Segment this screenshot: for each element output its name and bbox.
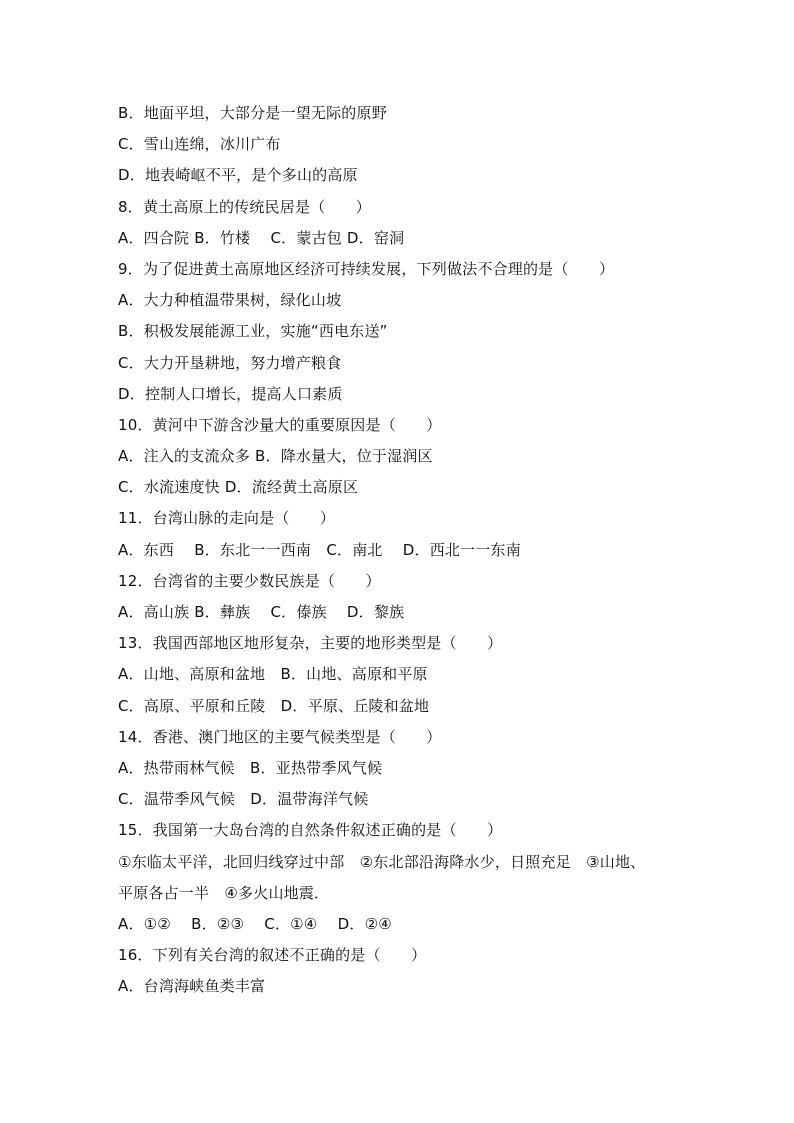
question-line: 14．香港、澳门地区的主要气候类型是（ ） — [118, 727, 442, 746]
option-line: D．地表崎岖不平，是个多山的高原 — [118, 166, 358, 185]
option-line: A．①② B．②③ C．①④ D．②④ — [118, 914, 392, 933]
option-line: C．高原、平原和丘陵 D．平原、丘陵和盆地 — [118, 696, 430, 715]
option-line: A．山地、高原和盆地 B．山地、高原和平原 — [118, 665, 428, 684]
option-line: A．热带雨林气候 B．亚热带季风气候 — [118, 758, 383, 777]
option-line: A．大力种植温带果树，绿化山坡 — [118, 291, 342, 310]
option-line: A．东西 B．东北一一西南 C．南北 D．西北一一东南 — [118, 540, 521, 559]
question-line: 11．台湾山脉的走向是（ ） — [118, 509, 336, 528]
statement-line: ①东临太平洋，北回归线穿过中部 ②东北部沿海降水少，日照充足 ③山地、 — [118, 852, 646, 871]
option-line: C．大力开垦耕地，努力增产粮食 — [118, 353, 342, 372]
option-line: A．注入的支流众多 B．降水量大，位于湿润区 — [118, 447, 433, 466]
question-line: 13．我国西部地区地形复杂，主要的地形类型是（ ） — [118, 634, 503, 653]
option-line: D．控制人口增长，提高人口素质 — [118, 384, 343, 403]
option-line: B．地面平坦，大部分是一望无际的原野 — [118, 104, 387, 122]
question-line: 12．台湾省的主要少数民族是（ ） — [118, 571, 381, 590]
question-line: 10．黄河中下游含沙量大的重要原因是（ ） — [118, 415, 442, 434]
question-text-block — [118, 98, 678, 1002]
statement-line: 平原各占一半 ④多火山地震． — [118, 883, 330, 902]
question-line: 9．为了促进黄土高原地区经济可持续发展，下列做法不合理的是（ ） — [118, 259, 615, 278]
option-line: A．高山族 B．彝族 C．傣族 D．黎族 — [118, 603, 405, 621]
question-line: 16．下列有关台湾的叙述不正确的是（ ） — [118, 946, 427, 965]
option-line: C．水流速度快 D．流经黄土高原区 — [118, 478, 359, 497]
option-line: C．雪山连绵，冰川广布 — [118, 135, 281, 154]
option-line: B．积极发展能源工业，实施“西电东送” — [118, 322, 388, 341]
option-line: A．台湾海峡鱼类丰富 — [118, 977, 266, 996]
question-line: 8．黄土高原上的传统民居是（ ） — [118, 197, 371, 216]
option-line: C．温带季风气候 D．温带海洋气候 — [118, 790, 369, 809]
option-line: A．四合院 B．竹楼 C．蒙古包 D．窑洞 — [118, 228, 405, 247]
question-line: 15．我国第一大岛台湾的自然条件叙述正确的是（ ） — [118, 821, 503, 840]
